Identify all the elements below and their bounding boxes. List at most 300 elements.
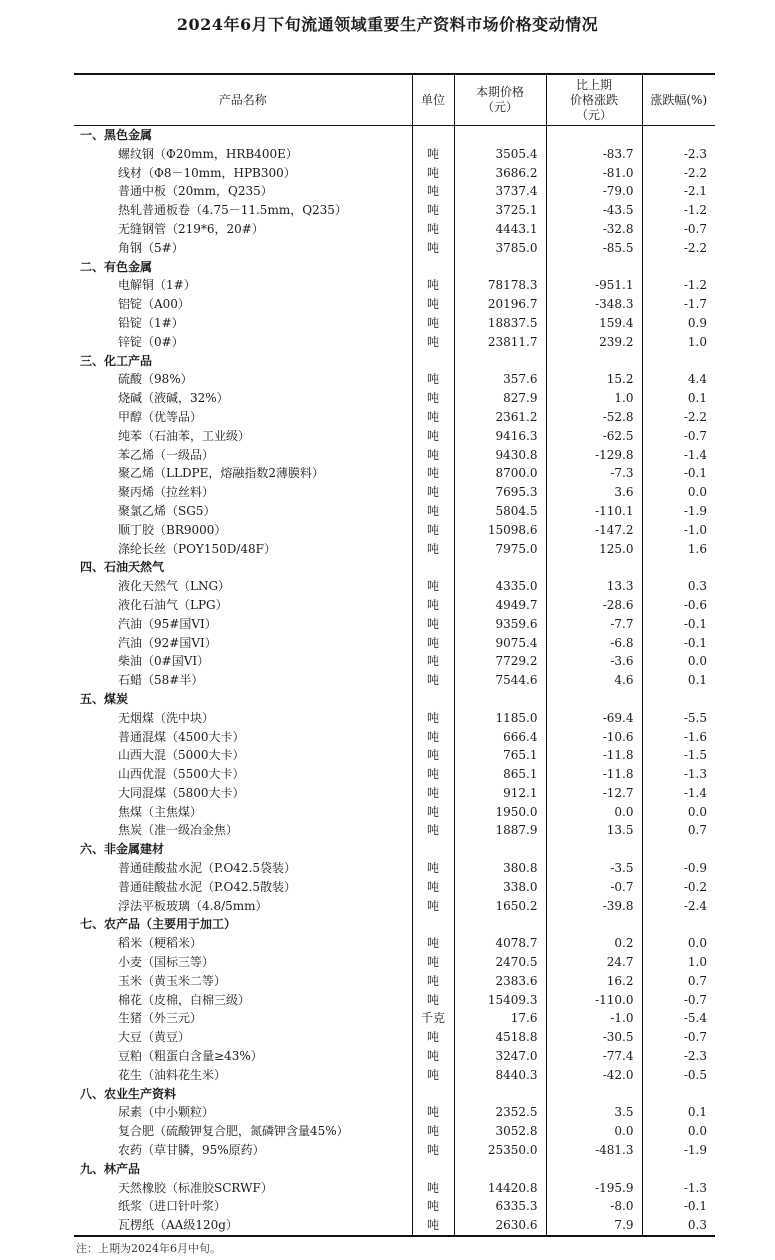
price-change: 159.4 [546, 314, 642, 333]
category-row [74, 352, 715, 371]
category-row [74, 840, 715, 859]
category-change-cell [546, 915, 642, 934]
category-percent-cell [642, 558, 715, 577]
price-change: -28.6 [546, 596, 642, 615]
product-name: 大豆（黄豆） [118, 1030, 191, 1045]
category-row [74, 126, 715, 145]
product-unit: 吨 [412, 502, 454, 521]
category-row [74, 258, 715, 277]
category-unit-cell [412, 1085, 454, 1104]
product-name: 农药（草甘膦，95%原药） [118, 1143, 265, 1158]
change-percent: -0.7 [642, 1028, 715, 1047]
category-change-cell [546, 258, 642, 277]
price-change: -147.2 [546, 521, 642, 540]
category-row [74, 1160, 715, 1179]
product-unit: 吨 [412, 1141, 454, 1160]
product-name: 液化天然气（LNG） [118, 579, 231, 594]
current-price: 338.0 [454, 878, 546, 897]
product-name: 无缝钢管（219*6，20#） [118, 221, 264, 236]
product-name: 豆粕（粗蛋白含量≥43%） [118, 1049, 263, 1064]
current-price: 9430.8 [454, 446, 546, 465]
product-name: 小麦（国标三等） [118, 955, 215, 970]
table-row [74, 333, 715, 352]
product-unit: 吨 [412, 1179, 454, 1198]
price-change: -81.0 [546, 164, 642, 183]
current-price: 3686.2 [454, 164, 546, 183]
change-percent: 4.4 [642, 370, 715, 389]
product-unit: 吨 [412, 370, 454, 389]
table-row [74, 164, 715, 183]
change-percent: -2.2 [642, 164, 715, 183]
table-row [74, 182, 715, 201]
change-percent: -0.9 [642, 859, 715, 878]
category-row [74, 1085, 715, 1104]
category-change-cell [546, 690, 642, 709]
table-row [74, 859, 715, 878]
category-name: 二、有色金属 [80, 259, 153, 274]
change-percent: -2.4 [642, 897, 715, 916]
table-row [74, 652, 715, 671]
product-unit: 吨 [412, 746, 454, 765]
change-percent: -1.2 [642, 201, 715, 220]
category-percent-cell [642, 1085, 715, 1104]
current-price: 8440.3 [454, 1066, 546, 1085]
change-percent: -0.1 [642, 464, 715, 483]
product-unit: 吨 [412, 1122, 454, 1141]
current-price: 2352.5 [454, 1103, 546, 1122]
table-row [74, 821, 715, 840]
table-row [74, 314, 715, 333]
category-row [74, 558, 715, 577]
category-percent-cell [642, 690, 715, 709]
category-price-cell [454, 352, 546, 371]
change-percent: -0.5 [642, 1066, 715, 1085]
category-name: 五、煤炭 [80, 691, 129, 706]
change-percent: -0.1 [642, 1197, 715, 1216]
change-percent: 0.0 [642, 652, 715, 671]
table-body [74, 126, 715, 1237]
product-unit: 吨 [412, 878, 454, 897]
product-unit: 吨 [412, 728, 454, 747]
current-price: 666.4 [454, 728, 546, 747]
price-change: -0.7 [546, 878, 642, 897]
product-name: 大同混煤（5800大卡） [118, 785, 245, 800]
current-price: 4443.1 [454, 220, 546, 239]
header-price-line2: （元） [481, 100, 518, 114]
price-change: 3.6 [546, 483, 642, 502]
table-row [74, 1122, 715, 1141]
price-change: -43.5 [546, 201, 642, 220]
change-percent: -0.2 [642, 878, 715, 897]
product-unit: 吨 [412, 652, 454, 671]
current-price: 2383.6 [454, 972, 546, 991]
category-percent-cell [642, 1160, 715, 1179]
change-percent: 0.1 [642, 389, 715, 408]
category-change-cell [546, 352, 642, 371]
product-name: 热轧普通板卷（4.75－11.5mm，Q235） [118, 203, 347, 218]
current-price: 912.1 [454, 784, 546, 803]
table-row [74, 953, 715, 972]
product-unit: 吨 [412, 1047, 454, 1066]
current-price: 9075.4 [454, 634, 546, 653]
table-row [74, 728, 715, 747]
change-percent: 0.0 [642, 1122, 715, 1141]
change-percent: -1.6 [642, 728, 715, 747]
product-unit: 吨 [412, 314, 454, 333]
product-unit: 吨 [412, 446, 454, 465]
product-name: 柴油（0#国VI） [118, 654, 210, 669]
category-price-cell [454, 558, 546, 577]
product-unit: 吨 [412, 220, 454, 239]
product-unit: 吨 [412, 521, 454, 540]
change-percent: -1.3 [642, 765, 715, 784]
price-change: -3.5 [546, 859, 642, 878]
category-unit-cell [412, 915, 454, 934]
category-percent-cell [642, 840, 715, 859]
table-row [74, 991, 715, 1010]
table-row [74, 389, 715, 408]
price-change: -195.9 [546, 1179, 642, 1198]
category-price-cell [454, 1085, 546, 1104]
product-unit: 吨 [412, 1197, 454, 1216]
product-unit: 吨 [412, 1216, 454, 1236]
price-change: 24.7 [546, 953, 642, 972]
category-change-cell [546, 1085, 642, 1104]
current-price: 9416.3 [454, 427, 546, 446]
price-table [74, 73, 715, 1237]
current-price: 15409.3 [454, 991, 546, 1010]
change-percent: 0.1 [642, 1103, 715, 1122]
table-row [74, 803, 715, 822]
product-name: 普通混煤（4500大卡） [118, 729, 245, 744]
current-price: 765.1 [454, 746, 546, 765]
product-name: 聚丙烯（拉丝料） [118, 485, 215, 500]
current-price: 9359.6 [454, 615, 546, 634]
change-percent: 0.0 [642, 803, 715, 822]
product-unit: 吨 [412, 295, 454, 314]
change-percent: -5.5 [642, 709, 715, 728]
product-name: 生猪（外三元） [118, 1011, 203, 1026]
table-row [74, 427, 715, 446]
current-price: 827.9 [454, 389, 546, 408]
change-percent: 0.9 [642, 314, 715, 333]
change-percent: 0.0 [642, 483, 715, 502]
category-change-cell [546, 126, 642, 145]
product-unit: 吨 [412, 145, 454, 164]
current-price: 2470.5 [454, 953, 546, 972]
table-row [74, 746, 715, 765]
category-percent-cell [642, 258, 715, 277]
category-name: 三、化工产品 [80, 353, 153, 368]
change-percent: 0.3 [642, 577, 715, 596]
product-name: 汽油（92#国VI） [118, 635, 217, 650]
change-percent: -1.9 [642, 502, 715, 521]
product-name: 普通硅酸盐水泥（P.O42.5袋装） [118, 861, 297, 876]
category-row [74, 690, 715, 709]
product-name: 顺丁胶（BR9000） [118, 522, 227, 537]
product-name: 聚氯乙烯（SG5） [118, 503, 216, 518]
product-name: 稻米（粳稻米） [118, 936, 203, 951]
product-unit: 吨 [412, 1103, 454, 1122]
product-name: 聚乙烯（LLDPE，熔融指数2薄膜料） [118, 466, 325, 481]
price-change: -39.8 [546, 897, 642, 916]
product-name: 焦炭（准一级冶金焦） [118, 823, 239, 838]
change-percent: 0.3 [642, 1216, 715, 1236]
price-change: -69.4 [546, 709, 642, 728]
product-unit: 吨 [412, 953, 454, 972]
change-percent: -1.4 [642, 784, 715, 803]
header-change-line2: 价格涨跌 [569, 92, 618, 107]
current-price: 4078.7 [454, 934, 546, 953]
price-change: 1.0 [546, 389, 642, 408]
product-unit: 吨 [412, 540, 454, 559]
table-row [74, 634, 715, 653]
price-change: -8.0 [546, 1197, 642, 1216]
table-row [74, 671, 715, 690]
product-name: 涤纶长丝（POY150D/48F） [118, 541, 276, 556]
price-change: -3.6 [546, 652, 642, 671]
price-change: -83.7 [546, 145, 642, 164]
price-change: 0.0 [546, 803, 642, 822]
product-name: 普通硅酸盐水泥（P.O42.5散装） [118, 879, 297, 894]
change-percent: -2.3 [642, 145, 715, 164]
change-percent: 1.0 [642, 953, 715, 972]
table-row [74, 1216, 715, 1236]
current-price: 6335.3 [454, 1197, 546, 1216]
current-price: 3247.0 [454, 1047, 546, 1066]
category-price-cell [454, 840, 546, 859]
product-name: 铅锭（1#） [118, 315, 184, 330]
category-row [74, 915, 715, 934]
price-change: -110.0 [546, 991, 642, 1010]
current-price: 25350.0 [454, 1141, 546, 1160]
price-change: -481.3 [546, 1141, 642, 1160]
change-percent: 0.7 [642, 972, 715, 991]
category-price-cell [454, 126, 546, 145]
price-change: -42.0 [546, 1066, 642, 1085]
table-row [74, 1179, 715, 1198]
category-unit-cell [412, 126, 454, 145]
table-row [74, 220, 715, 239]
change-percent: -0.1 [642, 615, 715, 634]
change-percent: 0.0 [642, 934, 715, 953]
header-change-line3: （元） [575, 107, 612, 122]
change-percent: -2.3 [642, 1047, 715, 1066]
table-row [74, 276, 715, 295]
header-price-line1: 本期价格 [475, 85, 524, 99]
table-row [74, 145, 715, 164]
price-change: 13.3 [546, 577, 642, 596]
header-change [546, 74, 642, 126]
product-unit: 吨 [412, 765, 454, 784]
change-percent: 0.1 [642, 671, 715, 690]
table-row [74, 615, 715, 634]
table-row [74, 709, 715, 728]
product-name: 尿素（中小颗粒） [118, 1105, 215, 1120]
price-change: -79.0 [546, 182, 642, 201]
header-price [454, 74, 546, 126]
product-unit: 千克 [412, 1009, 454, 1028]
product-name: 甲醇（优等品） [118, 409, 203, 424]
category-unit-cell [412, 352, 454, 371]
table-row [74, 878, 715, 897]
product-unit: 吨 [412, 972, 454, 991]
price-change: -110.1 [546, 502, 642, 521]
product-name: 山西大混（5000大卡） [118, 748, 245, 763]
current-price: 865.1 [454, 765, 546, 784]
product-name: 锌锭（0#） [118, 334, 184, 349]
product-name: 液化石油气（LPG） [118, 597, 228, 612]
product-unit: 吨 [412, 671, 454, 690]
table-row [74, 897, 715, 916]
change-percent: -0.7 [642, 427, 715, 446]
product-unit: 吨 [412, 709, 454, 728]
current-price: 78178.3 [454, 276, 546, 295]
current-price: 3505.4 [454, 145, 546, 164]
change-percent: 0.7 [642, 821, 715, 840]
current-price: 357.6 [454, 370, 546, 389]
product-name: 电解铜（1#） [118, 278, 196, 293]
header-change-line1: 比上期 [575, 77, 612, 92]
header-unit: 单位 [412, 74, 454, 126]
product-unit: 吨 [412, 1028, 454, 1047]
category-unit-cell [412, 840, 454, 859]
change-percent: -1.0 [642, 521, 715, 540]
category-price-cell [454, 258, 546, 277]
change-percent: 1.0 [642, 333, 715, 352]
price-change: -10.6 [546, 728, 642, 747]
product-name: 玉米（黄玉米二等） [118, 973, 227, 988]
product-name: 山西优混（5500大卡） [118, 767, 245, 782]
price-change: 4.6 [546, 671, 642, 690]
product-name: 纸浆（进口针叶浆） [118, 1199, 227, 1214]
price-change: 3.5 [546, 1103, 642, 1122]
table-row [74, 521, 715, 540]
table-row [74, 1028, 715, 1047]
current-price: 1185.0 [454, 709, 546, 728]
category-percent-cell [642, 126, 715, 145]
header-change-percent: 涨跌幅(%) [642, 74, 715, 126]
product-name: 天然橡胶（标准胶SCRWF） [118, 1180, 273, 1195]
price-change: -6.8 [546, 634, 642, 653]
category-price-cell [454, 1160, 546, 1179]
change-percent: 1.6 [642, 540, 715, 559]
product-unit: 吨 [412, 389, 454, 408]
current-price: 4518.8 [454, 1028, 546, 1047]
current-price: 1950.0 [454, 803, 546, 822]
table-row [74, 201, 715, 220]
product-unit: 吨 [412, 427, 454, 446]
product-unit: 吨 [412, 201, 454, 220]
current-price: 380.8 [454, 859, 546, 878]
product-name: 螺纹钢（Φ20mm，HRB400E） [118, 146, 298, 161]
product-unit: 吨 [412, 596, 454, 615]
change-percent: -2.2 [642, 408, 715, 427]
current-price: 15098.6 [454, 521, 546, 540]
table-row [74, 934, 715, 953]
table-row [74, 1141, 715, 1160]
table-row [74, 784, 715, 803]
price-change: 0.2 [546, 934, 642, 953]
change-percent: -2.1 [642, 182, 715, 201]
price-change: 239.2 [546, 333, 642, 352]
price-change: 13.5 [546, 821, 642, 840]
change-percent: -1.4 [642, 446, 715, 465]
product-unit: 吨 [412, 784, 454, 803]
product-unit: 吨 [412, 859, 454, 878]
category-name: 八、农业生产资料 [80, 1086, 177, 1101]
current-price: 8700.0 [454, 464, 546, 483]
table-row [74, 1197, 715, 1216]
category-name: 一、黑色金属 [80, 128, 153, 142]
table-row [74, 370, 715, 389]
current-price: 1887.9 [454, 821, 546, 840]
product-name: 瓦楞纸（AA级120g） [74, 1216, 412, 1236]
product-name: 花生（油料花生米） [118, 1067, 227, 1082]
table-row [74, 1047, 715, 1066]
product-unit: 吨 [412, 239, 454, 258]
table-row [74, 446, 715, 465]
change-percent: -1.5 [642, 746, 715, 765]
change-percent: -0.6 [642, 596, 715, 615]
table-row [74, 1066, 715, 1085]
product-name: 无烟煤（洗中块） [118, 710, 215, 725]
product-unit: 吨 [412, 821, 454, 840]
product-name: 角钢（5#） [118, 240, 184, 255]
change-percent: -1.9 [642, 1141, 715, 1160]
product-unit: 吨 [412, 408, 454, 427]
price-change: -129.8 [546, 446, 642, 465]
table-row [74, 483, 715, 502]
product-name: 硫酸（98%） [118, 372, 193, 387]
category-name: 七、农产品（主要用于加工） [80, 917, 237, 932]
current-price: 14420.8 [454, 1179, 546, 1198]
product-unit: 吨 [412, 464, 454, 483]
change-percent: -1.3 [642, 1179, 715, 1198]
category-unit-cell [412, 558, 454, 577]
category-percent-cell [642, 352, 715, 371]
price-change: -7.3 [546, 464, 642, 483]
product-unit: 吨 [412, 803, 454, 822]
price-change: 125.0 [546, 540, 642, 559]
product-unit: 吨 [412, 615, 454, 634]
price-change: -30.5 [546, 1028, 642, 1047]
page-title: 2024年6月下旬流通领域重要生产资料市场价格变动情况 [176, 15, 599, 34]
current-price: 2630.6 [454, 1216, 546, 1236]
category-unit-cell [412, 690, 454, 709]
product-name: 铝锭（A00） [118, 297, 190, 312]
product-name: 浮法平板玻璃（4.8/5mm） [118, 898, 268, 913]
change-percent: -0.1 [642, 634, 715, 653]
product-unit: 吨 [412, 276, 454, 295]
category-unit-cell [412, 258, 454, 277]
table-row [74, 577, 715, 596]
current-price: 20196.7 [454, 295, 546, 314]
category-change-cell [546, 840, 642, 859]
product-unit: 吨 [412, 934, 454, 953]
product-unit: 吨 [412, 634, 454, 653]
table-header [74, 74, 715, 126]
current-price: 4949.7 [454, 596, 546, 615]
category-unit-cell [412, 1160, 454, 1179]
product-unit: 吨 [412, 1066, 454, 1085]
price-change: 16.2 [546, 972, 642, 991]
table-row [74, 239, 715, 258]
table-row [74, 502, 715, 521]
product-unit: 吨 [412, 577, 454, 596]
price-change: -348.3 [546, 295, 642, 314]
change-percent: -1.2 [642, 276, 715, 295]
